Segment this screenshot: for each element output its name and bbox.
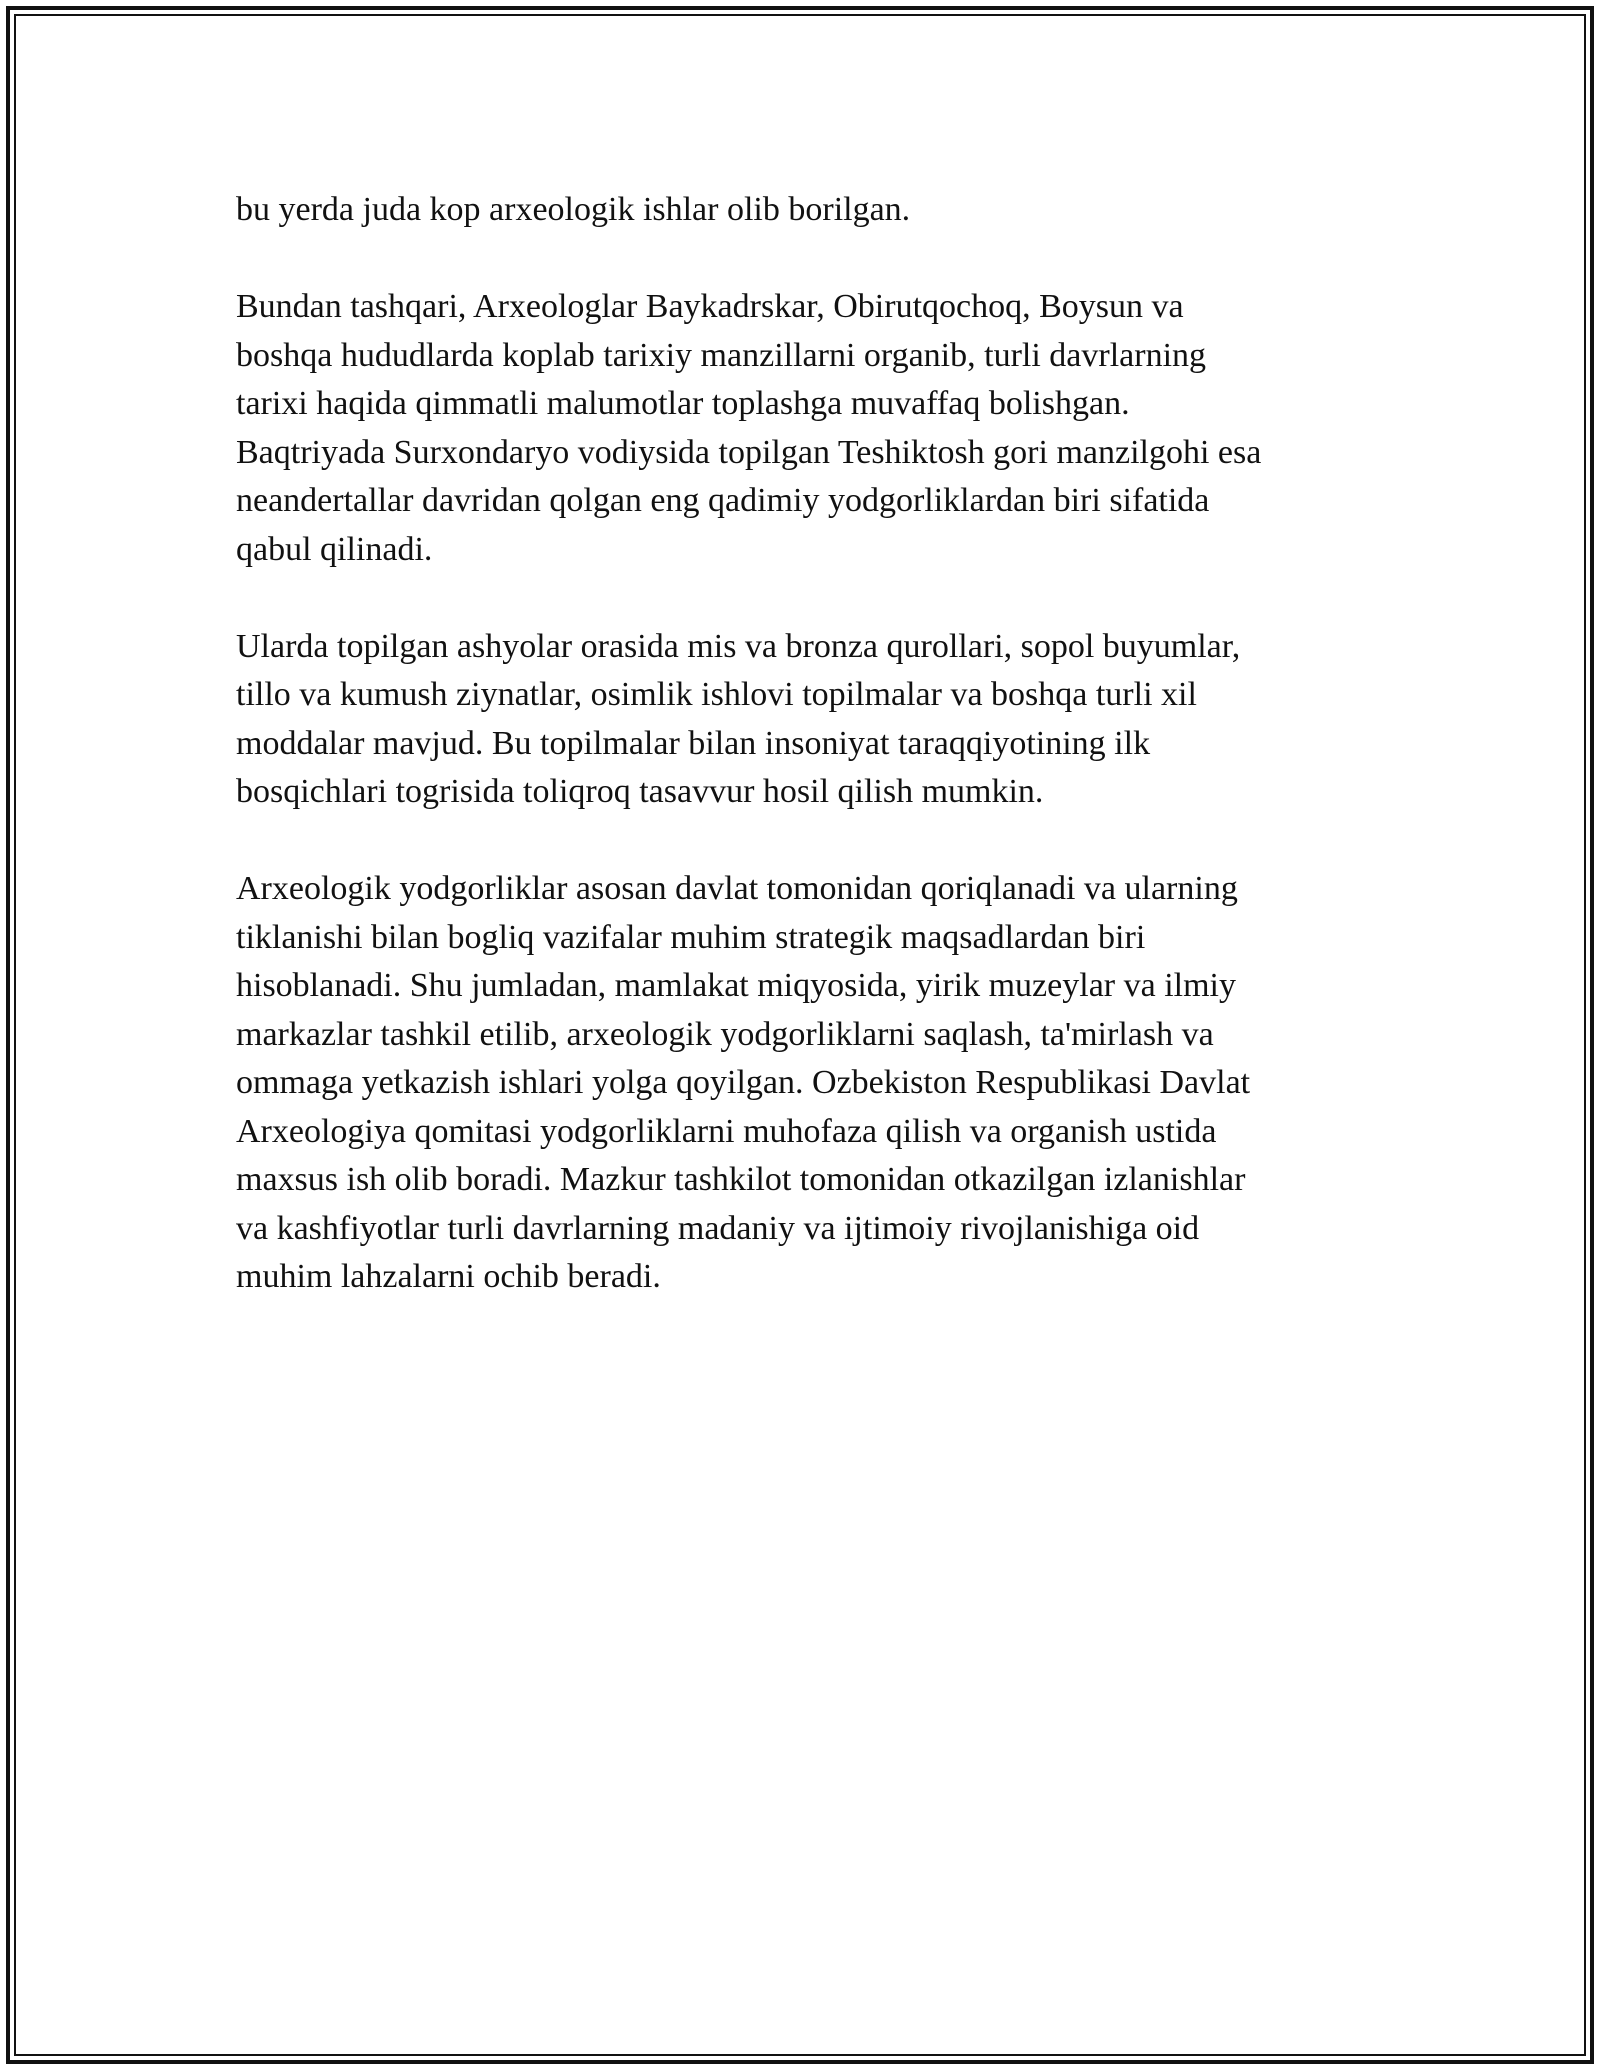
document-body [236, 186, 1366, 1302]
paragraph-research-sites: Bundan tashqari, Arxeologlar Baykadrskar, Obirutqochoq, Boysun va boshqa hududlarda koplab tarixiy manzillarni organib, turli davrlarning tarixi haqida qimmatli malumotlar toplashga muvaffaq bolishgan. Baqtriyada Surxondaryo vodiysida topilgan Teshiktosh gori manzilgohi esa neandertallar davridan qolgan eng qadimiy yodgorliklardan biri sifatida qabul qilinadi. [236, 288, 1262, 568]
paragraph-protection: Arxeologik yodgorliklar asosan davlat tomonidan qoriqlanadi va ularning tiklanishi bilan bogliq vazifalar muhim strategik maqsadlardan biri hisoblanadi. Shu jumladan, mamlakat miqyosida, yirik muzeylar va ilmiy markazlar tashkil etilib, arxeologik yodgorliklarni saqlash, ta'mirlash va ommaga yetkazish ishlari yolga qoyilgan. Ozbekiston Respublikasi Davlat Arxeologiya qomitasi yodgorliklarni muhofaza qilish va organish ustida maxsus ish olib boradi. Mazkur tashkilot tomonidan otkazilgan izlanishlar va kashfiyotlar turli davrlarning madaniy va ijtimoiy rivojlanishiga oid muhim lahzalarni ochib beradi. [236, 870, 1251, 1295]
paragraph-intro: bu yerda juda kop arxeologik ishlar olib borilgan. [236, 191, 911, 228]
paragraph-artifacts: Ularda topilgan ashyolar orasida mis va bronza qurollari, sopol buyumlar, tillo va kumush ziynatlar, osimlik ishlovi topilmalar va boshqa turli xil moddalar mavjud. Bu topilmalar bilan insoniyat taraqqiyotining ilk bosqichlari togrisida toliqroq tasavvur hosil qilish mumkin. [236, 627, 1241, 810]
